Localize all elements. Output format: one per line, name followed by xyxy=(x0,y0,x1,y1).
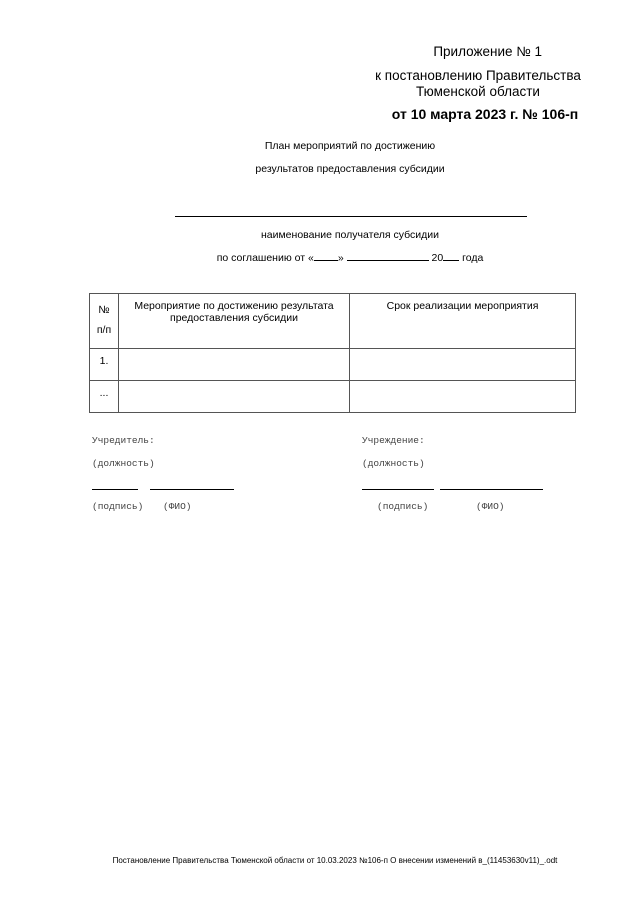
table-row xyxy=(90,381,576,413)
founder-position: (должность) xyxy=(92,458,155,469)
month-blank xyxy=(347,250,429,261)
table-cell xyxy=(119,381,350,413)
founder-signature-line xyxy=(92,489,138,490)
year-suffix: года xyxy=(462,252,484,264)
agreement-line xyxy=(150,250,550,264)
agreement-prefix: по соглашению от « xyxy=(216,252,314,264)
founder-label: Учредитель: xyxy=(92,435,155,446)
year-prefix: 20 xyxy=(431,252,444,264)
appendix-region-line: Тюменской области xyxy=(416,84,540,99)
founder-signature-caption: (подпись) xyxy=(92,501,144,512)
document-title-line-2: результатов предоставления субсидии xyxy=(255,163,445,175)
table-cell xyxy=(350,349,576,381)
institution-name-line xyxy=(440,489,543,490)
table-cell xyxy=(119,349,350,381)
appendix-date-line: от 10 марта 2023 г. № 106-п xyxy=(391,106,579,122)
institution-name-caption: (ФИО) xyxy=(476,501,505,512)
year-blank xyxy=(443,250,459,261)
table-cell: 1. xyxy=(90,349,119,381)
table-cell xyxy=(350,381,576,413)
institution-signature-line xyxy=(362,489,434,490)
document-title-line-1: План мероприятий по достижению xyxy=(264,140,436,152)
table-header-row xyxy=(90,294,576,349)
day-blank xyxy=(314,250,338,261)
founder-name-line xyxy=(150,489,234,490)
page-footer: Постановление Правительства Тюменской области от 10.03.2023 №106-п О внесении изменений в_(11453630v11)_.odt xyxy=(112,856,558,865)
institution-position: (должность) xyxy=(362,458,425,469)
appendix-ref-line: к постановлению Правительства xyxy=(375,68,581,83)
appendix-number: Приложение № 1 xyxy=(433,44,542,59)
table-row xyxy=(90,349,576,381)
recipient-name-line xyxy=(175,216,527,217)
founder-name-caption: (ФИО) xyxy=(163,501,192,512)
institution-label: Учреждение: xyxy=(362,435,425,446)
agreement-mid: » xyxy=(337,252,344,264)
column-header-activity: Мероприятие по достижению результата предоставления субсидии xyxy=(119,294,350,349)
table-cell: ... xyxy=(90,381,119,413)
recipient-caption: наименование получателя субсидии xyxy=(260,229,440,241)
column-header-deadline: Срок реализации мероприятия xyxy=(350,294,576,349)
column-header-number: № п/п xyxy=(90,294,119,349)
plan-table xyxy=(89,293,576,413)
institution-signature-caption: (подпись) xyxy=(377,501,429,512)
